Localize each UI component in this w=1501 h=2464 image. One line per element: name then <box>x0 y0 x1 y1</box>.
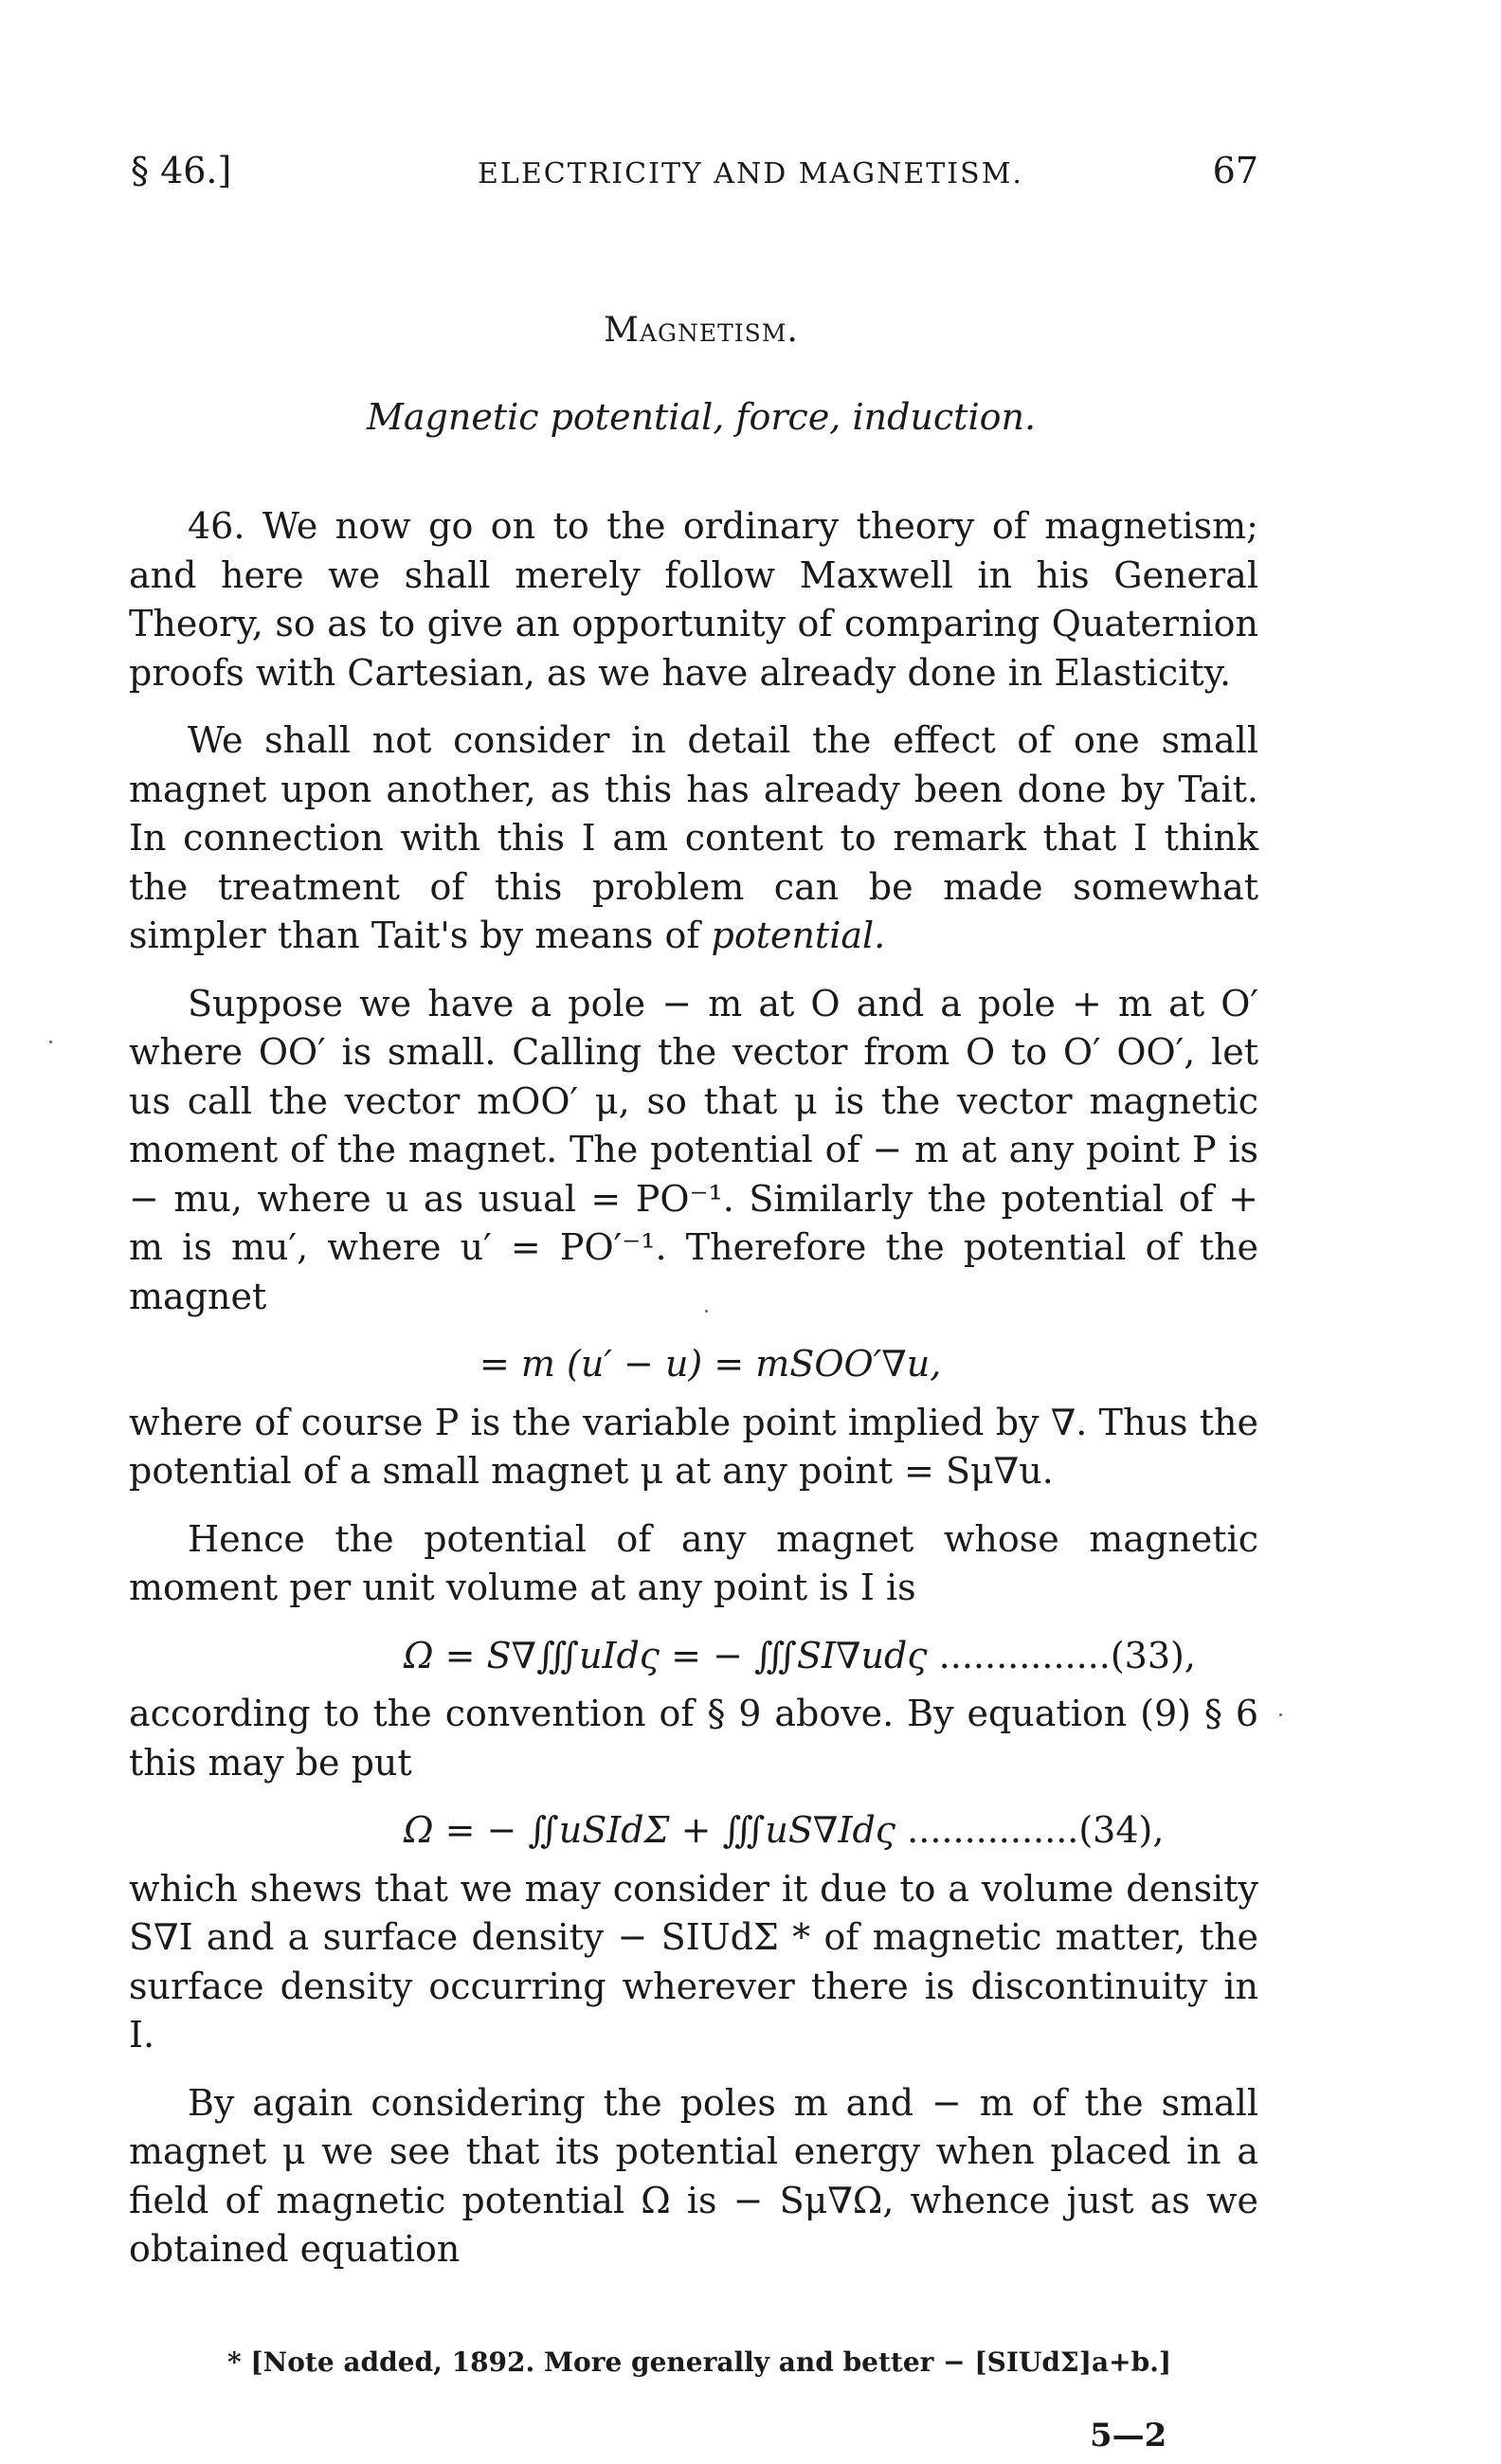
paragraph-tait-emphasis: potential. <box>711 915 886 956</box>
equation-34-number: ...............(34), <box>907 1809 1165 1851</box>
stray-mark <box>49 1041 52 1043</box>
paragraph-tait <box>129 716 1258 961</box>
equation-33-body: Ω = S∇∭uIdς = − ∭SI∇udς <box>404 1634 928 1676</box>
paragraph-tait-text: We shall not consider in detail the effect of one small magnet upon another, as this has already been done by Tait. In connection with this I am content to remark that I think the treatment of this problem can be made somewhat simpler than Tait's by means of <box>129 719 1258 956</box>
equation-33 <box>129 1632 1258 1681</box>
equation-34 <box>129 1806 1258 1856</box>
paragraph-energy: By again considering the poles m and − m of the small magnet μ we see that its potential energy when placed in a field of magnetic potential Ω is − Sμ∇Ω, whence just as we obtained equation <box>129 2081 1258 2270</box>
section-subtitle: Magnetic potential, force, induction. <box>366 396 1037 438</box>
signature-mark: 5—2 <box>1090 2417 1167 2455</box>
running-title: ELECTRICITY AND MAGNETISM. <box>478 157 1023 190</box>
equation-34-body: Ω = − ∬uSIdΣ + ∭uS∇Idς <box>404 1809 896 1851</box>
equation-33-number: ...............(33), <box>938 1634 1196 1676</box>
paragraph-variable-point: where of course P is the variable point implied by ∇. Thus the potential of a small magnet μ at any point = Sμ∇u. <box>129 1401 1258 1492</box>
paragraph-46: 46. We now go on to the ordinary theory of magnetism; and here we shall merely follow Maxwell in his General Theory, so as to give an opportunity of comparing Quaternion proofs with Cartesian, as we have already done in Elasticity. <box>129 505 1258 694</box>
paragraph-density: which shews that we may consider it due to a volume density S∇I and a surface density − SIUdΣ * of magnetic matter, the surface density occurring wherever there is discontinuity in I. <box>129 1867 1258 2056</box>
page-number: 67 <box>1212 150 1258 191</box>
footnote: * [Note added, 1892. More generally and better − [SIUdΣ]a+b.] <box>227 2346 1172 2378</box>
equation-magnet-potential: = m (u′ − u) = mSOO′∇u, <box>479 1343 942 1385</box>
section-title: Magnetism. <box>604 311 799 350</box>
stray-mark <box>705 1310 708 1313</box>
paragraph-pole: Suppose we have a pole − m at O and a pole + m at O′ where OO′ is small. Calling the vector from O to O′ OO′, let us call the vector mOO′ μ, so that μ is the vector magnetic moment of the magnet. The potential of − m at any point P is − mu, where u as usual = PO⁻¹. Similarly the potential of + m is mu′, where u′ = PO′⁻¹. Therefore the potential of the magnet <box>129 982 1258 1317</box>
paragraph-any-magnet: Hence the potential of any magnet whose magnetic moment per unit volume at any point is I is <box>129 1517 1258 1608</box>
body-text <box>129 502 1258 2293</box>
paragraph-convention: according to the convention of § 9 above. By equation (9) § 6 this may be put <box>129 1693 1258 1784</box>
stray-mark <box>1279 1713 1282 1716</box>
section-marker: § 46.] <box>131 150 232 191</box>
